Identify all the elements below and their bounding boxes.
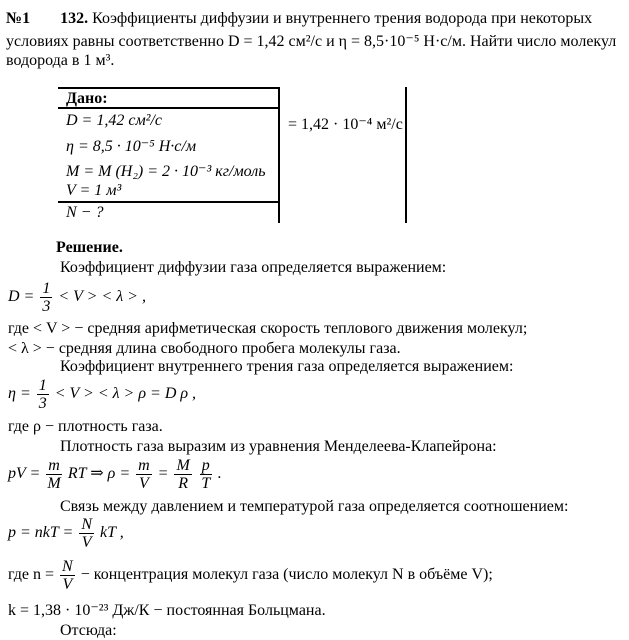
given-d: D = 1,42 см²/с: [66, 112, 163, 129]
solution-p5: где ρ − плотность газа.: [8, 418, 163, 435]
solution-p10: Отсюда:: [60, 622, 117, 639]
solution-p2: где < V > − средняя арифметическая скорость теплового движения молекул;: [8, 320, 528, 337]
fraction-one-third: $\frac{1}{3}$: [42, 280, 51, 315]
fraction-M-over-R: $\frac{M}{R}$: [176, 457, 190, 492]
problem-statement-line1: [6, 10, 592, 28]
formula-diffusion: D = $\frac{1}{3}$ < V > < λ > ,: [8, 280, 146, 315]
solution-p7: Связь между давлением и температурой газа определяется соотношением:: [60, 498, 569, 515]
formula-viscosity: η = $\frac{1}{3}$ < V > < λ > ρ = D ρ ,: [8, 377, 197, 412]
fraction-m-over-V: $\frac{m}{V}$: [138, 457, 150, 492]
given-header: Дано:: [66, 90, 108, 107]
problem-statement-line2: условиях равны соответственно D = 1,42 см²/с и η = 8,5·10⁻⁵ Н·с/м. Найти число молекул: [6, 33, 617, 50]
problem-text-1: Коэффициенты диффузии и внутреннего трения водорода при некоторых: [92, 10, 593, 27]
solution-p9: k = 1,38 · 10⁻²³ Дж/К − постоянная Больцмана.: [8, 602, 326, 619]
solution-p1: Коэффициент диффузии газа определяется выражением:: [60, 259, 447, 276]
problem-number: №1: [6, 10, 31, 27]
fraction-N-over-V-2: $\frac{N}{V}$: [62, 558, 73, 593]
solution-p3: < λ > − средняя длина свободного пробега молекулы газа.: [8, 340, 401, 357]
given-eta: η = 8,5 · 10⁻⁵ Н·с/м: [66, 138, 197, 155]
find-n: N − ?: [66, 204, 104, 221]
formula-pressure: p = nkT = $\frac{N}{V}$ kT ,: [8, 516, 124, 551]
given-bottom-line: [58, 201, 280, 203]
problem-statement-line3: водорода в 1 м³.: [6, 52, 115, 69]
given-m: M = M (H₂) = 2 · 10⁻³ кг/моль: [66, 163, 266, 180]
problem-id: 132.: [60, 10, 89, 27]
solution-header: Решение.: [56, 239, 123, 256]
solution-p6: Плотность газа выразим из уравнения Менделеева-Клапейрона:: [60, 438, 497, 455]
si-right-border: [405, 87, 407, 223]
given-header-line: [58, 107, 280, 109]
fraction-m-over-M: $\frac{m}{M}$: [47, 457, 61, 492]
solution-p4: Коэффициент внутреннего трения газа определяется выражением:: [60, 358, 514, 375]
solution-p8: где n = $\frac{N}{V}$ − концентрация молекул газа (число молекул N в объёме V);: [8, 558, 493, 593]
given-v: V = 1 м³: [66, 182, 122, 199]
si-conversion: = 1,42 · 10⁻⁴ м²/с: [288, 116, 403, 133]
given-top-line: [58, 87, 280, 89]
fraction-one-third-2: $\frac{1}{3}$: [38, 377, 47, 412]
fraction-p-over-T: $\frac{p}{T}$: [201, 457, 211, 492]
formula-clapeyron: pV = $\frac{m}{M}$ RT ⇒ ρ = $\frac{m}{V}$ = $\frac{M}{R}$ $\frac{p}{T}$ .: [8, 457, 222, 492]
fraction-N-over-V: $\frac{N}{V}$: [81, 516, 92, 551]
